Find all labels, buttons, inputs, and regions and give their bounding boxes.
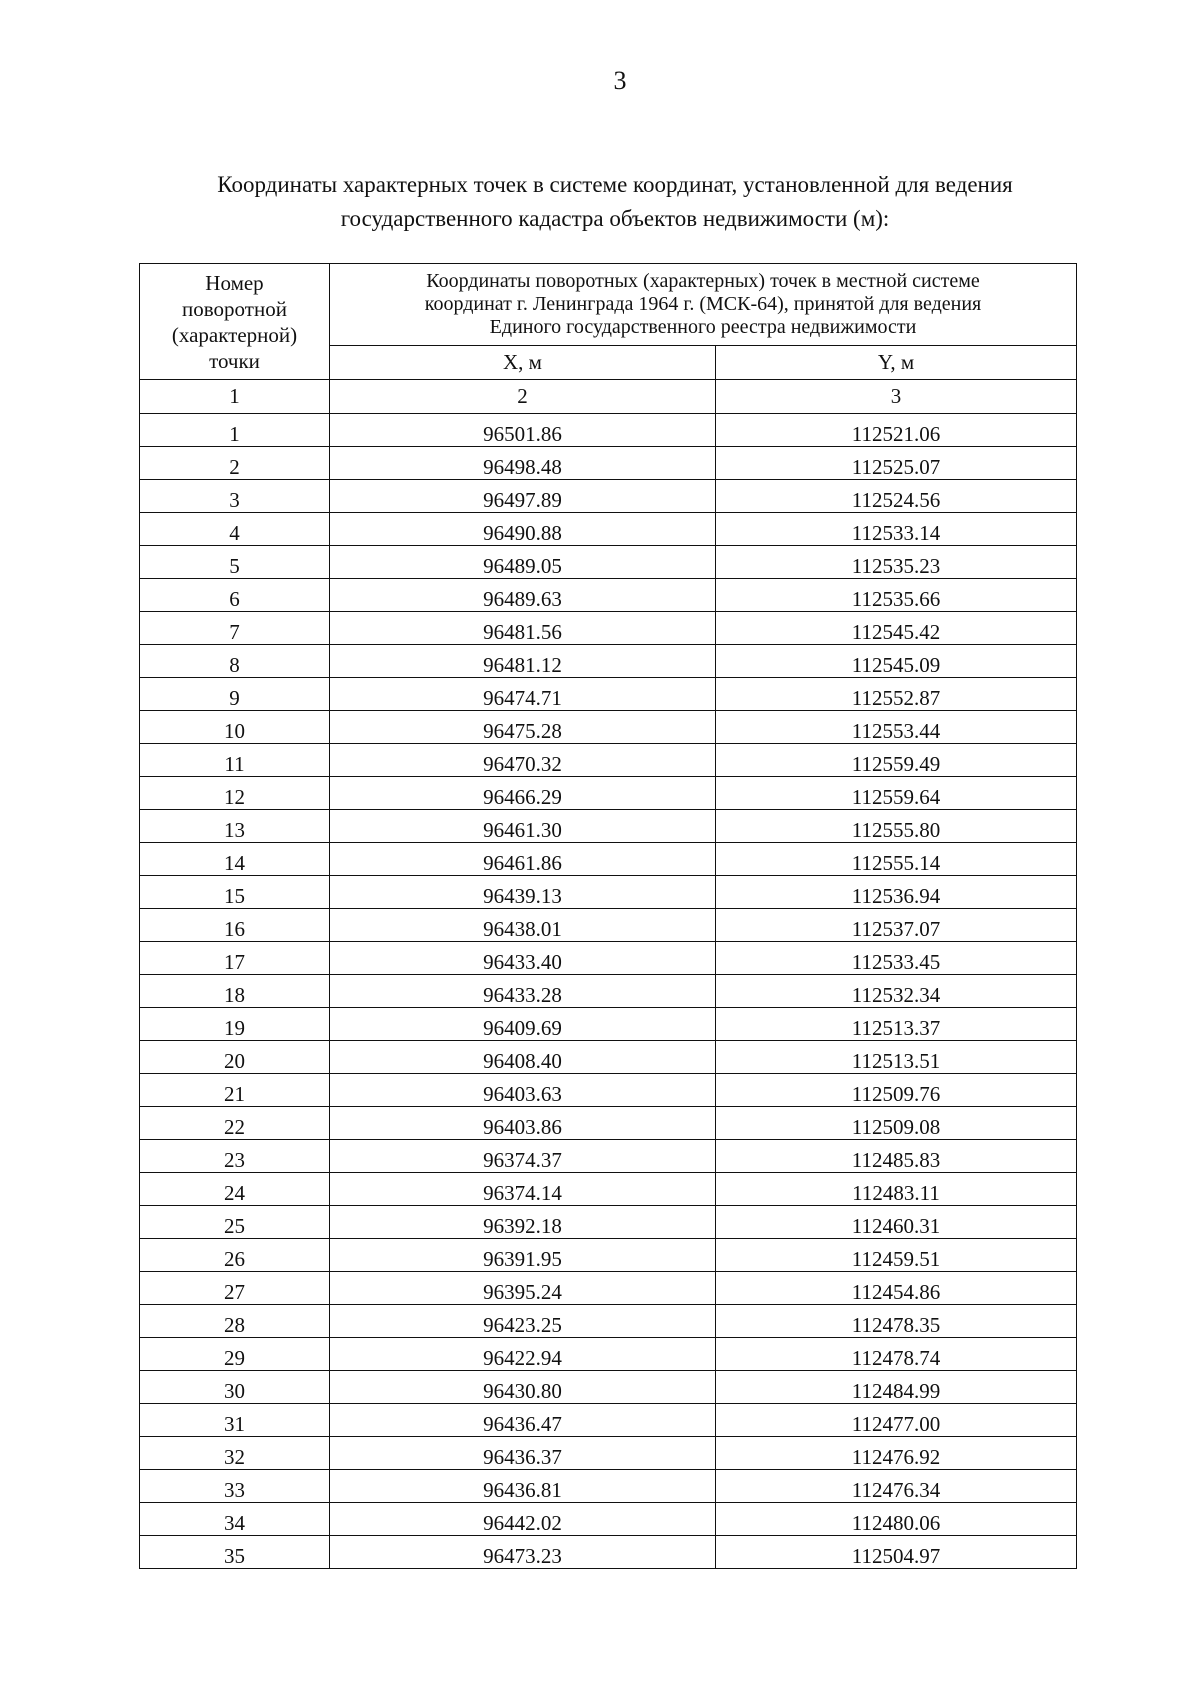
point-number-cell-value: 15 — [224, 884, 245, 908]
table-row — [140, 1008, 1077, 1041]
y-coordinate-cell-value: 112454.86 — [851, 1280, 941, 1304]
table-row — [140, 1239, 1077, 1272]
point-number-cell — [140, 1305, 330, 1338]
y-coordinate-cell-value: 112532.34 — [851, 983, 941, 1007]
point-number-cell-value: 11 — [224, 752, 245, 776]
y-coordinate-cell — [716, 546, 1077, 579]
y-coordinate-cell-value: 112555.80 — [851, 818, 941, 842]
point-number-cell-value: 5 — [229, 554, 240, 578]
x-coordinate-cell — [330, 414, 716, 447]
x-coordinate-cell-value: 96408.40 — [483, 1049, 562, 1073]
y-coordinate-cell-value: 112476.92 — [851, 1445, 941, 1469]
point-number-cell — [140, 1107, 330, 1140]
page-number: 3 — [613, 66, 627, 95]
point-number-cell-value: 26 — [224, 1247, 245, 1271]
point-number-cell-value: 24 — [224, 1181, 245, 1205]
table-row — [140, 1536, 1077, 1569]
x-coordinate-cell-value: 96470.32 — [483, 752, 562, 776]
table-row — [140, 447, 1077, 480]
x-coordinate-cell — [330, 1470, 716, 1503]
point-number-cell-value: 19 — [224, 1016, 245, 1040]
y-coordinate-cell-value: 112533.45 — [851, 950, 941, 974]
table-row — [140, 1404, 1077, 1437]
point-number-header-line: Номер — [205, 270, 264, 295]
x-coordinate-cell — [330, 810, 716, 843]
x-coordinate-cell-value: 96442.02 — [483, 1511, 562, 1535]
x-coordinate-cell-value: 96473.23 — [483, 1544, 562, 1568]
table-row — [140, 1107, 1077, 1140]
table-row — [140, 876, 1077, 909]
x-coordinate-cell — [330, 1305, 716, 1338]
point-number-cell — [140, 909, 330, 942]
point-number-cell — [140, 513, 330, 546]
x-coordinate-cell-value: 96430.80 — [483, 1379, 562, 1403]
x-coordinate-cell-value: 96392.18 — [483, 1214, 562, 1238]
point-number-cell — [140, 876, 330, 909]
y-coordinate-cell-value: 112559.64 — [851, 785, 941, 809]
y-coordinate-cell — [716, 414, 1077, 447]
point-number-cell — [140, 1173, 330, 1206]
x-coordinate-cell — [330, 1206, 716, 1239]
x-coordinate-cell-value: 96423.25 — [483, 1313, 562, 1337]
table-row — [140, 1470, 1077, 1503]
table-row — [140, 1173, 1077, 1206]
y-coordinate-cell — [716, 1437, 1077, 1470]
document-title — [150, 168, 1080, 236]
y-coordinate-cell-value: 112524.56 — [851, 488, 941, 512]
table-row — [140, 513, 1077, 546]
point-number-cell — [140, 1536, 330, 1569]
point-number-cell — [140, 1074, 330, 1107]
x-coordinate-cell-value: 96403.63 — [483, 1082, 562, 1106]
point-number-header-line: точки — [209, 348, 260, 373]
point-number-cell-value: 7 — [229, 620, 240, 644]
x-coordinate-cell — [330, 1074, 716, 1107]
y-coordinate-cell-value: 112535.23 — [851, 554, 941, 578]
y-coordinate-cell — [716, 711, 1077, 744]
y-coordinate-cell — [716, 1008, 1077, 1041]
point-number-cell-value: 3 — [229, 488, 240, 512]
point-number-cell-value: 35 — [224, 1544, 245, 1568]
point-number-cell-value: 8 — [229, 653, 240, 677]
x-coordinate-cell-value: 96403.86 — [483, 1115, 562, 1139]
x-coordinate-cell — [330, 1272, 716, 1305]
point-number-cell-value: 1 — [229, 422, 240, 446]
x-coordinate-cell — [330, 777, 716, 810]
y-coordinate-cell — [716, 480, 1077, 513]
point-number-cell — [140, 711, 330, 744]
point-number-cell-value: 20 — [224, 1049, 245, 1073]
point-number-cell — [140, 480, 330, 513]
point-number-cell-value: 23 — [224, 1148, 245, 1172]
table-row — [140, 777, 1077, 810]
x-coordinate-cell — [330, 1437, 716, 1470]
point-number-cell-value: 33 — [224, 1478, 245, 1502]
point-number-cell-value: 2 — [229, 455, 240, 479]
x-coordinate-cell — [330, 678, 716, 711]
x-coordinate-cell-value: 96501.86 — [483, 422, 562, 446]
coordinates-group-header-line: координат г. Ленинграда 1964 г. (МСК-64), принятой для ведения — [424, 293, 982, 315]
y-coordinate-cell — [716, 975, 1077, 1008]
y-coordinate-cell — [716, 744, 1077, 777]
point-number-cell — [140, 447, 330, 480]
x-coordinate-cell-value: 96436.47 — [483, 1412, 562, 1436]
table-row — [140, 480, 1077, 513]
x-coordinate-cell — [330, 1173, 716, 1206]
x-coordinate-cell — [330, 909, 716, 942]
point-number-cell-value: 10 — [224, 719, 245, 743]
point-number-cell — [140, 1503, 330, 1536]
point-number-cell-value: 32 — [224, 1445, 245, 1469]
point-number-cell-value: 27 — [224, 1280, 245, 1304]
table-row — [140, 1437, 1077, 1470]
x-coordinate-cell — [330, 1041, 716, 1074]
y-coordinate-cell — [716, 612, 1077, 645]
point-number-cell-value: 4 — [229, 521, 240, 545]
x-coordinate-cell-value: 96433.40 — [483, 950, 562, 974]
x-coordinate-cell-value: 96433.28 — [483, 983, 562, 1007]
y-coordinate-cell-value: 112559.49 — [851, 752, 941, 776]
point-number-cell-value: 30 — [224, 1379, 245, 1403]
y-coordinate-cell-value: 112480.06 — [851, 1511, 941, 1535]
point-number-cell — [140, 414, 330, 447]
x-coordinate-cell-value: 96481.56 — [483, 620, 562, 644]
point-number-cell — [140, 546, 330, 579]
x-coordinate-cell — [330, 843, 716, 876]
x-coordinate-cell — [330, 1239, 716, 1272]
y-coordinate-cell — [716, 1041, 1077, 1074]
y-coordinate-cell — [716, 1503, 1077, 1536]
point-number-cell — [140, 1206, 330, 1239]
point-number-cell — [140, 645, 330, 678]
point-number-cell-value: 21 — [224, 1082, 245, 1106]
x-coordinate-cell — [330, 1338, 716, 1371]
point-number-cell — [140, 579, 330, 612]
y-coordinate-cell-value: 112485.83 — [851, 1148, 941, 1172]
y-coordinate-cell — [716, 678, 1077, 711]
x-coordinate-cell-value: 96438.01 — [483, 917, 562, 941]
y-coordinate-cell-value: 112504.97 — [851, 1544, 941, 1568]
y-coordinate-cell — [716, 645, 1077, 678]
point-number-cell-value: 22 — [224, 1115, 245, 1139]
table-row — [140, 942, 1077, 975]
point-number-cell — [140, 612, 330, 645]
point-number-cell — [140, 810, 330, 843]
x-coordinate-cell — [330, 480, 716, 513]
x-coordinate-cell-value: 96461.30 — [483, 818, 562, 842]
y-column-header: Y, м — [716, 346, 1077, 380]
point-number-header — [140, 264, 330, 380]
coordinates-group-header-line: Координаты поворотных (характерных) точек в местной системе — [426, 270, 980, 292]
y-coordinate-cell — [716, 1371, 1077, 1404]
x-coordinate-cell — [330, 546, 716, 579]
y-coordinate-cell — [716, 777, 1077, 810]
table-row — [140, 843, 1077, 876]
table-row — [140, 612, 1077, 645]
x-coordinate-cell-value: 96436.81 — [483, 1478, 562, 1502]
table-row — [140, 1074, 1077, 1107]
x-coordinate-cell-value: 96374.37 — [483, 1148, 562, 1172]
table-row — [140, 1140, 1077, 1173]
point-number-cell — [140, 1008, 330, 1041]
x-coordinate-cell — [330, 645, 716, 678]
x-coordinate-cell — [330, 1536, 716, 1569]
y-coordinate-cell — [716, 942, 1077, 975]
y-coordinate-cell — [716, 1338, 1077, 1371]
point-number-cell-value: 14 — [224, 851, 245, 875]
point-number-cell-value: 18 — [224, 983, 245, 1007]
y-coordinate-cell-value: 112555.14 — [851, 851, 941, 875]
x-coordinate-cell — [330, 942, 716, 975]
table-row — [140, 579, 1077, 612]
x-coordinate-cell-value: 96489.05 — [483, 554, 562, 578]
y-coordinate-cell-value: 112509.08 — [851, 1115, 941, 1139]
x-coordinate-cell-value: 96391.95 — [483, 1247, 562, 1271]
x-coordinate-cell — [330, 1140, 716, 1173]
y-coordinate-cell — [716, 1074, 1077, 1107]
table-row — [140, 678, 1077, 711]
point-number-header-line: (характерной) — [171, 322, 298, 347]
point-number-cell-value: 25 — [224, 1214, 245, 1238]
x-coordinate-cell-value: 96498.48 — [483, 455, 562, 479]
coordinates-group-header-line: Единого государственного реестра недвижимости — [489, 316, 917, 338]
point-number-cell-value: 9 — [229, 686, 240, 710]
point-number-cell-value: 31 — [224, 1412, 245, 1436]
x-coordinate-cell — [330, 1371, 716, 1404]
table-row — [140, 546, 1077, 579]
point-number-cell — [140, 1239, 330, 1272]
x-coordinate-cell-value: 96395.24 — [483, 1280, 562, 1304]
y-coordinate-cell-value: 112509.76 — [851, 1082, 941, 1106]
x-coordinate-cell-value: 96436.37 — [483, 1445, 562, 1469]
table-row — [140, 975, 1077, 1008]
x-coordinate-cell-value: 96409.69 — [483, 1016, 562, 1040]
point-number-header-line: поворотной — [182, 296, 287, 321]
point-number-cell-value: 34 — [224, 1511, 245, 1535]
coordinates-group-header — [330, 264, 1077, 346]
y-coordinate-cell-value: 112537.07 — [851, 917, 941, 941]
x-coordinate-cell — [330, 1107, 716, 1140]
y-coordinate-cell-value: 112459.51 — [851, 1247, 941, 1271]
point-number-cell-value: 13 — [224, 818, 245, 842]
point-number-cell-value: 28 — [224, 1313, 245, 1337]
y-coordinate-cell — [716, 1536, 1077, 1569]
table-row — [140, 1503, 1077, 1536]
table-row — [140, 1041, 1077, 1074]
x-coordinate-cell — [330, 612, 716, 645]
point-number-cell-value: 17 — [224, 950, 245, 974]
coordinates-table — [139, 263, 1077, 1569]
point-number-cell — [140, 1041, 330, 1074]
y-coordinate-cell — [716, 1140, 1077, 1173]
table-row — [140, 1371, 1077, 1404]
y-coordinate-cell — [716, 447, 1077, 480]
y-coordinate-cell-value: 112553.44 — [851, 719, 941, 743]
y-coordinate-cell-value: 112513.37 — [851, 1016, 941, 1040]
x-coordinate-cell-value: 96481.12 — [483, 653, 562, 677]
x-coordinate-cell — [330, 579, 716, 612]
x-coordinate-cell — [330, 1503, 716, 1536]
table-row — [140, 1305, 1077, 1338]
x-coordinate-cell-value: 96475.28 — [483, 719, 562, 743]
y-coordinate-cell-value: 112521.06 — [851, 422, 941, 446]
x-coordinate-cell — [330, 744, 716, 777]
table-row — [140, 909, 1077, 942]
y-coordinate-cell — [716, 1107, 1077, 1140]
point-number-cell-value: 29 — [224, 1346, 245, 1370]
x-coordinate-cell — [330, 1404, 716, 1437]
y-coordinate-cell — [716, 1305, 1077, 1338]
x-coordinate-cell — [330, 876, 716, 909]
point-number-cell — [140, 1404, 330, 1437]
y-coordinate-cell-value: 112545.42 — [851, 620, 941, 644]
y-coordinate-cell-value: 112476.34 — [851, 1478, 941, 1502]
table-row — [140, 1338, 1077, 1371]
document-title-line-1: Координаты характерных точек в системе координат, установленной для ведения — [217, 172, 1013, 197]
y-coordinate-cell-value: 112478.35 — [851, 1313, 941, 1337]
point-number-cell — [140, 975, 330, 1008]
y-coordinate-cell — [716, 1206, 1077, 1239]
table-row — [140, 1272, 1077, 1305]
y-coordinate-cell — [716, 810, 1077, 843]
y-coordinate-cell-value: 112477.00 — [851, 1412, 941, 1436]
table-row — [140, 414, 1077, 447]
table-row — [140, 711, 1077, 744]
point-number-cell-value: 6 — [229, 587, 240, 611]
x-coordinate-cell-value: 96489.63 — [483, 587, 562, 611]
x-coordinate-cell-value: 96461.86 — [483, 851, 562, 875]
x-coordinate-cell-value: 96490.88 — [483, 521, 562, 545]
document-title-line-2: государственного кадастра объектов недвижимости (м): — [340, 206, 890, 231]
x-coordinate-cell-value: 96497.89 — [483, 488, 562, 512]
y-coordinate-cell — [716, 876, 1077, 909]
x-coordinate-cell-value: 96422.94 — [483, 1346, 562, 1370]
table-row — [140, 810, 1077, 843]
y-coordinate-cell-value: 112552.87 — [851, 686, 941, 710]
y-coordinate-cell — [716, 909, 1077, 942]
y-coordinate-cell-value: 112545.09 — [851, 653, 941, 677]
y-coordinate-cell-value: 112536.94 — [851, 884, 941, 908]
y-coordinate-cell — [716, 1470, 1077, 1503]
point-number-cell — [140, 1338, 330, 1371]
y-coordinate-cell — [716, 1173, 1077, 1206]
point-number-cell — [140, 1272, 330, 1305]
x-coordinate-cell-value: 96374.14 — [483, 1181, 562, 1205]
x-coordinate-cell — [330, 975, 716, 1008]
y-coordinate-cell-value: 112535.66 — [851, 587, 941, 611]
point-number-cell — [140, 942, 330, 975]
x-column-header: X, м — [330, 346, 716, 380]
point-number-cell-value: 16 — [224, 917, 245, 941]
point-number-cell — [140, 1437, 330, 1470]
y-coordinate-cell — [716, 1404, 1077, 1437]
point-number-cell — [140, 1470, 330, 1503]
point-number-cell — [140, 744, 330, 777]
point-number-cell — [140, 843, 330, 876]
y-coordinate-cell-value: 112483.11 — [852, 1181, 940, 1205]
y-coordinate-cell-value: 112513.51 — [851, 1049, 941, 1073]
point-number-cell — [140, 678, 330, 711]
y-coordinate-cell — [716, 1239, 1077, 1272]
y-coordinate-cell-value: 112533.14 — [851, 521, 941, 545]
point-number-cell-value: 12 — [224, 785, 245, 809]
y-coordinate-cell — [716, 1272, 1077, 1305]
x-coordinate-cell — [330, 513, 716, 546]
y-coordinate-cell-value: 112484.99 — [851, 1379, 941, 1403]
table-row — [140, 744, 1077, 777]
column-index-cell: 1 — [140, 380, 330, 414]
point-number-cell — [140, 777, 330, 810]
y-coordinate-cell-value: 112460.31 — [851, 1214, 941, 1238]
y-coordinate-cell — [716, 579, 1077, 612]
point-number-cell — [140, 1140, 330, 1173]
y-coordinate-cell — [716, 843, 1077, 876]
x-coordinate-cell-value: 96466.29 — [483, 785, 562, 809]
column-index-cell: 2 — [330, 380, 716, 414]
column-index-cell: 3 — [716, 380, 1077, 414]
y-coordinate-cell-value: 112525.07 — [851, 455, 941, 479]
table-row — [140, 645, 1077, 678]
y-coordinate-cell-value: 112478.74 — [851, 1346, 941, 1370]
x-coordinate-cell — [330, 711, 716, 744]
x-coordinate-cell — [330, 447, 716, 480]
x-coordinate-cell-value: 96474.71 — [483, 686, 562, 710]
x-coordinate-cell — [330, 1008, 716, 1041]
x-coordinate-cell-value: 96439.13 — [483, 884, 562, 908]
table-row — [140, 1206, 1077, 1239]
y-coordinate-cell — [716, 513, 1077, 546]
point-number-cell — [140, 1371, 330, 1404]
